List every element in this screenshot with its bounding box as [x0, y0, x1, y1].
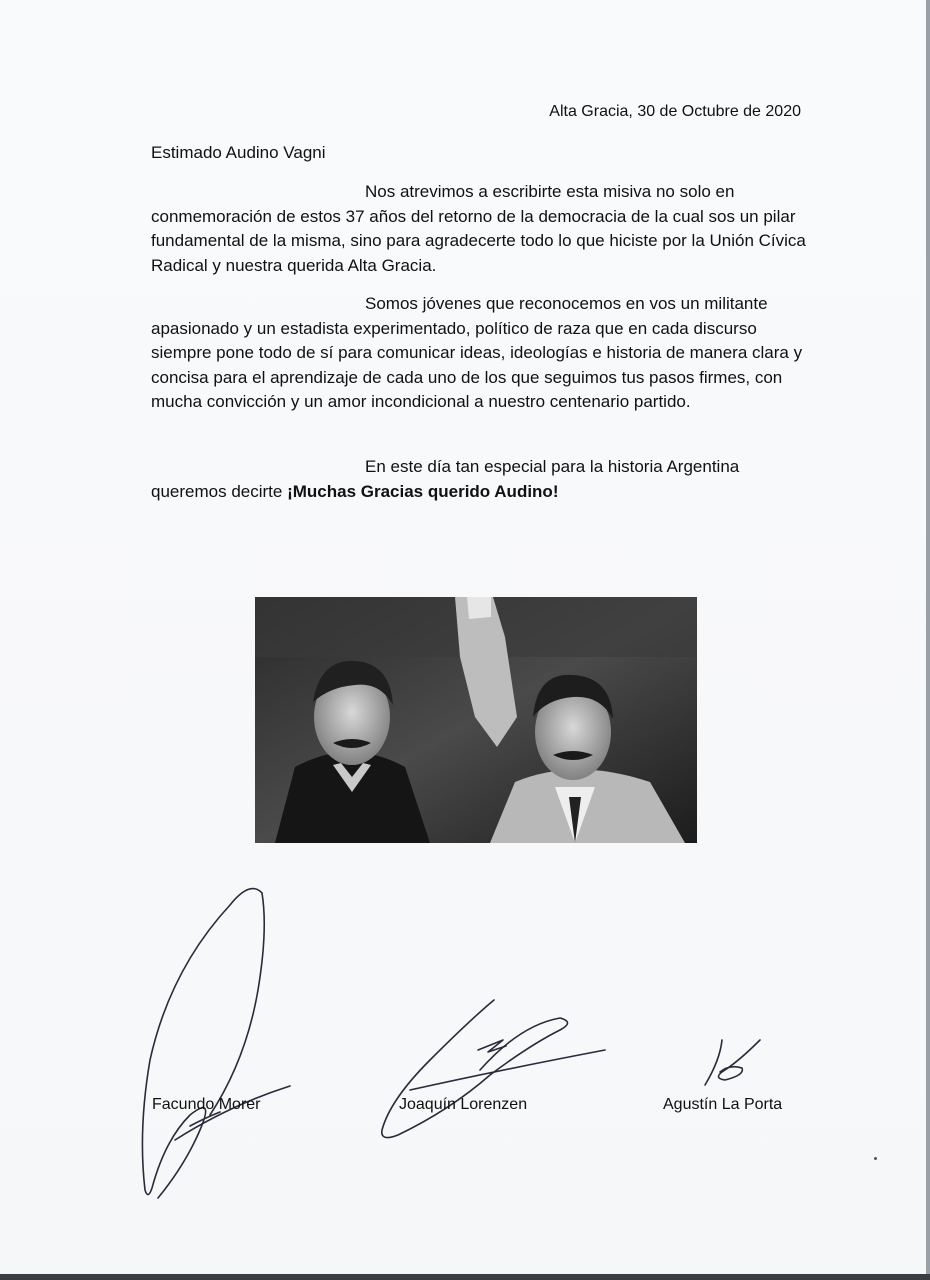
paragraph-3-text: En este día tan especial para la historia Argentina queremos decirte	[151, 457, 740, 501]
paragraph-3-closing: ¡Muchas Gracias querido Audino!	[287, 481, 559, 501]
signature-name-3: Agustín La Porta	[663, 1096, 783, 1113]
historic-photo	[255, 597, 697, 843]
paragraph-2	[151, 292, 811, 415]
scan-edge-right	[926, 0, 930, 1280]
signature-name-1: Facundo Morer	[152, 1096, 261, 1113]
scan-speck	[874, 1157, 877, 1160]
signature-name-2: Joaquín Lorenzen	[399, 1096, 528, 1113]
paragraph-3	[151, 455, 811, 504]
letter-greeting: Estimado Audino Vagni	[151, 143, 326, 162]
paragraph-1-text: Nos atrevimos a escribirte esta misiva no solo en conmemoración de estos 37 años del retorno de la democracia de la cual sos un pilar fundamental de la misma, sino para agradecerte todo lo que hiciste por la Unión Cívica Radical y nuestra querida Alta Gracia.	[151, 182, 806, 275]
paragraph-1	[151, 180, 811, 278]
letter-date: Alta Gracia, 30 de Octubre de 2020	[549, 103, 801, 120]
paragraph-2-text: Somos jóvenes que reconocemos en vos un militante apasionado y un estadista experimentado, político de raza que en cada discurso siempre pone todo de sí para comunicar ideas, ideologías e historia de manera clara y concisa para el aprendizaje de cada uno de los que seguimos tus pasos firmes, con mucha convicción y un amor incondicional a nuestro centenario partido.	[151, 294, 803, 411]
scan-edge-bottom	[0, 1274, 930, 1280]
